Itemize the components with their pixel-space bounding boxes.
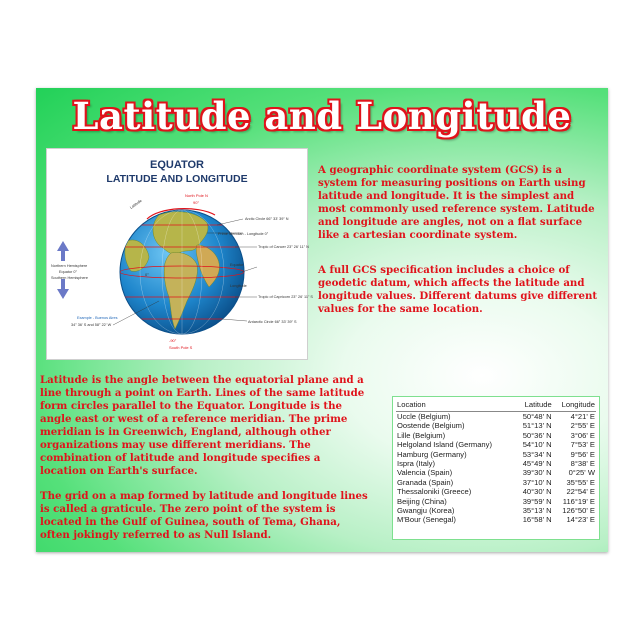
cell-latitude: 54°10' N — [522, 440, 552, 450]
cell-location: Oostende (Belgium) — [397, 421, 465, 431]
coordinates-table-panel — [392, 396, 600, 540]
cell-longitude: 7°53' E — [570, 440, 595, 450]
cell-location: Gwangju (Korea) — [397, 506, 455, 516]
cell-longitude: 2°55' E — [570, 421, 595, 431]
cell-location: Beijing (China) — [397, 496, 447, 506]
infographic-heading-equator: EQUATOR — [150, 159, 204, 171]
north-deg-label: 90° — [193, 200, 200, 205]
tropic-capricorn-label: Tropic of Capricorn 23° 26' 11" S — [258, 295, 313, 299]
cell-longitude: 9°56' E — [570, 449, 595, 459]
cell-latitude: 16°58' N — [522, 515, 552, 525]
table-row — [396, 506, 596, 515]
infographic-svg — [47, 149, 313, 359]
south-deg-label: -90° — [169, 338, 177, 343]
cell-longitude: 116°19' E — [562, 496, 595, 506]
south-pole-label: South Pole S — [169, 345, 193, 350]
cell-latitude: 50°36' N — [522, 430, 552, 440]
cell-longitude: 3°06' E — [570, 430, 595, 440]
header-latitude: Latitude — [515, 399, 553, 412]
table-row — [396, 497, 596, 506]
header-location: Location — [396, 399, 515, 412]
latitude-longitude-infographic — [46, 148, 313, 360]
cell-latitude: 51°13' N — [522, 421, 552, 431]
infographic-heading-latlong: LATITUDE AND LONGITUDE — [106, 173, 248, 185]
table-row — [396, 459, 596, 468]
poster — [36, 88, 608, 552]
gcs-paragraph-2: A full GCS specification includes a choice of geodetic datum, which affects the latitude and longitude values. Different datums give different values for the same location. — [318, 264, 598, 315]
cell-longitude: 14°23' E — [566, 515, 595, 525]
cell-location: Granada (Spain) — [397, 477, 454, 487]
gcs-paragraph-1: A geographic coordinate system (GCS) is a system for measuring positions on Earth using latitude and longitude. It is the simplest and most commonly used reference system. Latitude and longitude are angles, not on a flat surface like a cartesian coordinate system. — [318, 164, 595, 241]
cell-longitude: 126°50' E — [562, 506, 595, 516]
latitude-paragraph: Latitude is the angle between the equatorial plane and a line through a point on Earth. Lines of the same latitude form circles parallel to the Equator. Longitude is the angle east or west of a reference meridian. The prime meridian is in Greenwich, England, although other organizations may use different meridians. The combination of latitude and longitude specifies a location on Earth's surface. — [40, 374, 365, 477]
cell-latitude: 50°48' N — [522, 412, 552, 421]
cell-location: M'Bour (Senegal) — [397, 515, 456, 525]
antarctic-circle-label: Antarctic Circle 66° 33' 39" S — [248, 320, 297, 324]
cell-location: Helgoland Island (Germany) — [397, 440, 492, 450]
coordinates-table — [396, 399, 596, 525]
cell-longitude: 22°54' E — [566, 487, 595, 497]
cell-location: Valencia (Spain) — [397, 468, 453, 478]
cell-latitude: 45°49' N — [522, 459, 552, 469]
poster-title: Latitude and Longitude — [72, 94, 572, 138]
southern-hemisphere-label: Southern Hemisphere — [51, 276, 88, 280]
zero-deg-label: 0° — [145, 272, 149, 277]
cell-latitude: 37°10' N — [522, 477, 552, 487]
cell-longitude: 4°21' E — [570, 412, 595, 421]
cell-location: Lille (Belgium) — [397, 430, 446, 440]
northern-hemisphere-label: Northern Hemisphere — [51, 264, 88, 268]
cell-latitude: 35°13' N — [522, 506, 552, 516]
graticule-paragraph: The grid on a map formed by latitude and longitude lines is called a graticule. The zero point of the system is located in the Gulf of Guinea, south of Tema, Ghana, often jokingly referred to as Null Island. — [40, 490, 368, 541]
cell-longitude: 0°25' W — [568, 468, 595, 478]
globe-icon — [120, 209, 244, 334]
cell-latitude: 53°34' N — [522, 449, 552, 459]
table-row — [396, 421, 596, 430]
cell-longitude: 35°55' E — [566, 477, 595, 487]
table-row — [396, 468, 596, 477]
cell-longitude: 8°38' E — [570, 459, 595, 469]
example-coords-label: 34° 36' S and 58° 22' W — [71, 323, 112, 327]
prime-meridian-label: Prime Meridian - Longitude 0° — [218, 232, 269, 236]
table-row — [396, 450, 596, 459]
table-row — [396, 440, 596, 449]
example-label: Example - Buenos Aires — [77, 316, 118, 320]
cell-latitude: 40°30' N — [522, 487, 552, 497]
table-row — [396, 515, 596, 524]
cell-location: Uccle (Belgium) — [397, 412, 451, 421]
equator-side-label: Equator 0° — [59, 270, 77, 274]
latitude-label: Latitude — [129, 198, 143, 210]
cell-location: Thessaloniki (Greece) — [397, 487, 472, 497]
table-row — [396, 478, 596, 487]
cell-latitude: 39°30' N — [522, 468, 552, 478]
table-row — [396, 412, 596, 422]
equator-callout-label: Equator — [230, 263, 244, 267]
header-longitude: Longitude — [553, 399, 596, 412]
table-row — [396, 487, 596, 496]
cell-location: Ispra (Italy) — [397, 459, 435, 469]
cell-latitude: 39°59' N — [522, 496, 552, 506]
table-header-row — [396, 399, 596, 412]
north-pole-label: North Pole N — [185, 193, 208, 198]
longitude-label: Longitude — [230, 284, 247, 288]
table-row — [396, 431, 596, 440]
cell-location: Hamburg (Germany) — [397, 449, 467, 459]
arctic-circle-label: Arctic Circle 66° 33' 39" N — [245, 217, 289, 221]
tropic-cancer-label: Tropic of Cancer 23° 26' 11" N — [258, 245, 309, 249]
